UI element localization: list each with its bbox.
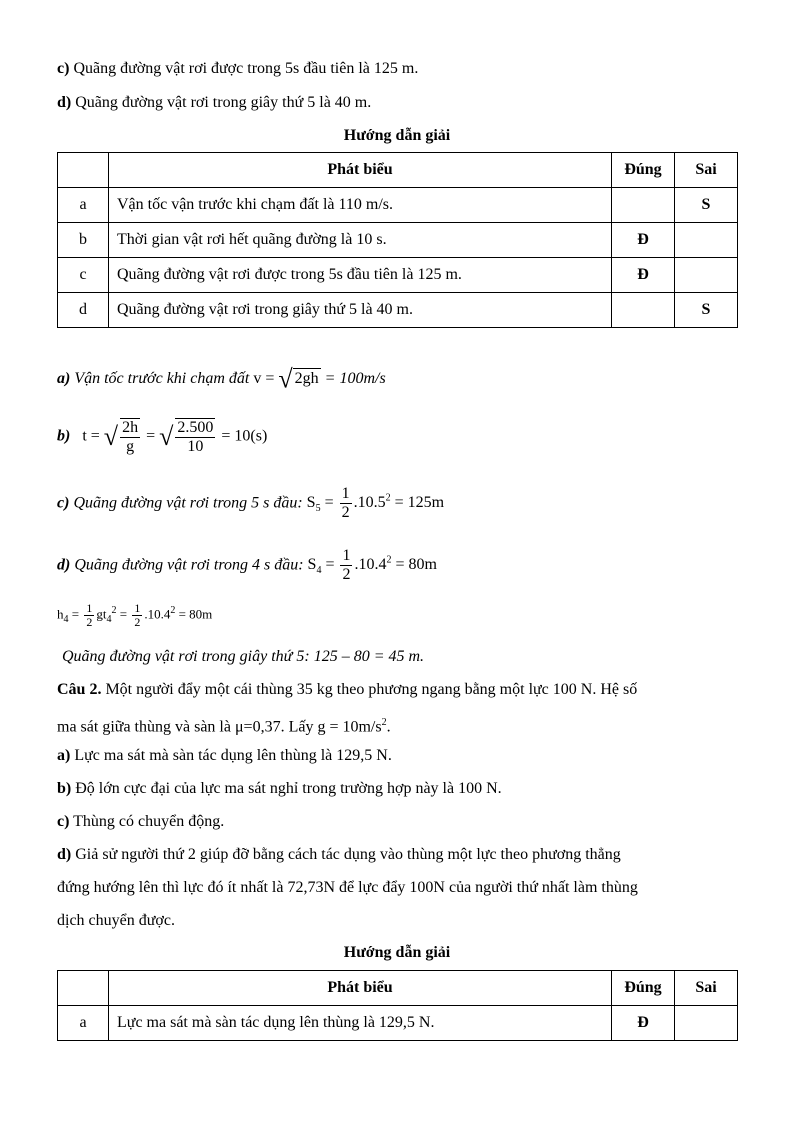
header-blank bbox=[58, 153, 109, 188]
table-header-row bbox=[58, 971, 738, 1006]
table-row bbox=[58, 293, 738, 328]
header-false: Sai bbox=[675, 153, 738, 188]
q2-guide-title: Hướng dẫn giải bbox=[343, 944, 451, 961]
fraction: $\frac{1}{2}$ bbox=[134, 600, 141, 629]
q1-second5-distance: Quãng đường vật rơi trong giây thứ 5: 125 – 80 = 45 m. bbox=[62, 648, 425, 665]
q2-statement-d-line3: dịch chuyển được. bbox=[57, 912, 175, 929]
header-true: Đúng bbox=[612, 153, 675, 188]
h4-formula: $h_4$ = $\frac{1}{2}$ $gt_4^2$ = $\frac{1}{2}$ $.10.4^2 = 80m$ bbox=[57, 600, 213, 629]
q2-stem-line2: ma sát giữa thùng và sàn là μ=0,37. Lấy $g = 10m/s^2$. bbox=[57, 717, 391, 736]
q1-solution-b: b) t = √ $\frac{2h}{g}$ = √ $\frac{2.500}{10}$ = 10(s) bbox=[57, 419, 268, 455]
sqrt-symbol: √ bbox=[278, 364, 293, 394]
q1-guide-title: Hướng dẫn giải bbox=[343, 127, 451, 144]
fraction: $\frac{1}{2}$ bbox=[341, 485, 350, 522]
q2-statement-d-line1: d) Giả sử người thứ 2 giúp đỡ bằng cách tác dụng vào thùng một lực theo phương thẳng bbox=[57, 846, 621, 863]
row-true-mark: Đ bbox=[612, 223, 675, 258]
row-true-mark bbox=[612, 188, 675, 223]
q1-answer-table bbox=[57, 152, 738, 328]
q1-statement-d: d) Quãng đường vật rơi trong giây thứ 5 là 40 m. bbox=[57, 94, 372, 111]
row-id: c bbox=[58, 258, 109, 293]
fraction: $\frac{1}{2}$ bbox=[342, 547, 351, 584]
row-id: a bbox=[58, 188, 109, 223]
q2-statement-a: a) Lực ma sát mà sàn tác dụng lên thùng là 129,5 N. bbox=[57, 747, 392, 764]
fraction: $\frac{2h}{g}$ bbox=[122, 419, 139, 455]
fraction: $\frac{2.500}{10}$ bbox=[177, 419, 214, 455]
row-id: a bbox=[58, 1006, 109, 1041]
header-statement: Phát biểu bbox=[109, 153, 612, 188]
row-true-mark bbox=[612, 293, 675, 328]
row-id: d bbox=[58, 293, 109, 328]
row-text: Lực ma sát mà sàn tác dụng lên thùng là 129,5 N. bbox=[109, 1006, 612, 1041]
q1-solution-a: a) Vận tốc trước khi chạm đất v = √ 2gh = 100m/s bbox=[57, 364, 386, 394]
table-row bbox=[58, 1006, 738, 1041]
q1-statement-c: c) Quãng đường vật rơi được trong 5s đầu tiên là 125 m. bbox=[57, 60, 419, 77]
sqrt-symbol: √ bbox=[159, 422, 174, 451]
header-true: Đúng bbox=[612, 971, 675, 1006]
row-false-mark: S bbox=[675, 293, 738, 328]
row-text: Thời gian vật rơi hết quãng đường là 10 s. bbox=[109, 223, 612, 258]
table-row bbox=[58, 223, 738, 258]
q1-solution-d: d) Quãng đường vật rơi trong 4 s đầu: $S_4$ = $\frac{1}{2}$ $.10.4^2 = 80m$ bbox=[57, 547, 437, 584]
table-header-row bbox=[58, 153, 738, 188]
header-blank bbox=[58, 971, 109, 1006]
row-id: b bbox=[58, 223, 109, 258]
row-false-mark bbox=[675, 258, 738, 293]
fraction: $\frac{1}{2}$ bbox=[86, 600, 93, 629]
q2-statement-b: b) Độ lớn cực đại của lực ma sát nghỉ trong trường hợp này là 100 N. bbox=[57, 780, 502, 797]
q2-answer-table bbox=[57, 970, 738, 1041]
row-false-mark bbox=[675, 223, 738, 258]
row-true-mark: Đ bbox=[612, 258, 675, 293]
header-false: Sai bbox=[675, 971, 738, 1006]
row-text: Vận tốc vận trước khi chạm đất là 110 m/s. bbox=[109, 188, 612, 223]
row-text: Quãng đường vật rơi trong giây thứ 5 là 40 m. bbox=[109, 293, 612, 328]
row-false-mark bbox=[675, 1006, 738, 1041]
table-row bbox=[58, 188, 738, 223]
q1-solution-c: c) Quãng đường vật rơi trong 5 s đầu: $S_5$ = $\frac{1}{2}$ $.10.5^2 = 125m$ bbox=[57, 485, 445, 522]
header-statement: Phát biểu bbox=[109, 971, 612, 1006]
sqrt-symbol: √ bbox=[103, 422, 119, 451]
row-true-mark: Đ bbox=[612, 1006, 675, 1041]
q2-stem-line1: Câu 2. Một người đẩy một cái thùng 35 kg theo phương ngang bằng một lực 100 N. Hệ số bbox=[57, 681, 638, 698]
row-text: Quãng đường vật rơi được trong 5s đầu tiên là 125 m. bbox=[109, 258, 612, 293]
q2-statement-d-line2: đứng hướng lên thì lực đó ít nhất là 72,73N để lực đẩy 100N của người thứ nhất làm thùng bbox=[57, 879, 638, 896]
table-row bbox=[58, 258, 738, 293]
row-false-mark: S bbox=[675, 188, 738, 223]
q2-statement-c: c) Thùng có chuyển động. bbox=[57, 813, 225, 830]
